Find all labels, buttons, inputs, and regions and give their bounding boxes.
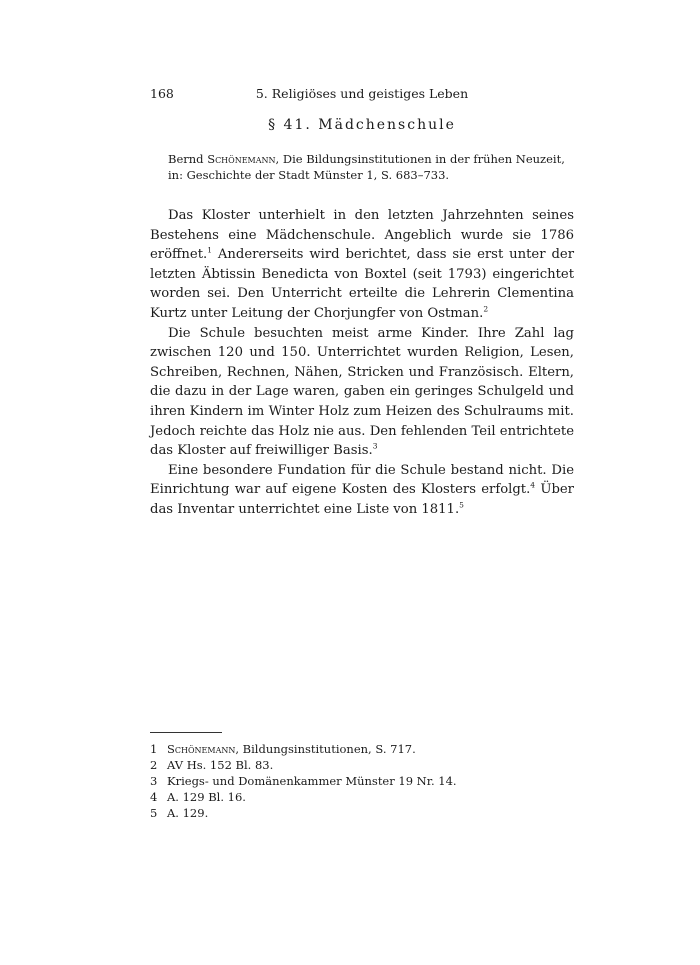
bibliography-author-last: Schönemann <box>207 152 276 166</box>
footnote-5 <box>150 805 574 821</box>
footnote-2 <box>150 757 574 773</box>
footnote-body: , Bildungsinstitutionen, S. 717. <box>235 742 416 756</box>
footnote-author: Schönemann <box>167 742 236 756</box>
footnote-ref-5: 5 <box>459 500 464 510</box>
footnote-text: AV Hs. 152 Bl. 83. <box>167 758 274 772</box>
footnote-4 <box>150 789 574 805</box>
paragraph-3-text-a: Eine besondere Fundation für die Schule bestand nicht. Die Einrichtung war auf eigene Kosten des Klosters erfolgt. <box>150 462 574 498</box>
footnote-ref-2: 2 <box>483 304 489 314</box>
paragraph-1-text-a: Das Kloster unterhielt in den letzten Jahrzehnten seines Bestehens eine Mädchenschule. Angeblich wurde sie 1786 eröffnet. <box>150 208 574 263</box>
footnote-text: A. 129. <box>167 806 209 820</box>
bibliography-entry <box>168 151 576 183</box>
page-header <box>150 86 574 106</box>
paragraph-2-text: Die Schule besuchten meist arme Kinder. Ihre Zahl lag zwischen 120 und 150. Unterrichtet wurden Religion, Lesen, Schreiben, Rechnen, Nähen, Stricken und Französisch. Eltern, die dazu in der Lage waren, gaben ein geringes Schulgeld und ihren Kindern im Winter Holz zum Heizen des Schulraums mit. Jedoch reichte das Holz nie aus. Den fehlenden Teil entrichtete das Kloster auf freiwilliger Basis. <box>150 325 574 459</box>
footnote-1 <box>150 741 574 757</box>
footnote-number: 3 <box>150 774 158 788</box>
footnote-ref-1: 1 <box>207 245 212 255</box>
running-title: 5. Religiöses und geistiges Leben <box>255 86 469 101</box>
footnote-text: A. 129 Bl. 16. <box>167 790 246 804</box>
body-text <box>150 206 574 520</box>
footnote-number: 2 <box>150 758 158 772</box>
paragraph-3-text-b: Über das Inventar unterrichtet eine Liste von 1811. <box>150 482 574 517</box>
paragraph-2 <box>150 324 574 461</box>
footnote-text: Kriegs- und Domänenkammer Münster 19 Nr. 14. <box>167 774 457 788</box>
page-number: 168 <box>150 86 174 101</box>
paragraph-1-text-b: Andererseits wird berichtet, dass sie erst unter der letzten Äbtissin Benedicta von Boxtel (seit 1793) eingerichtet worden sei. Den Unterricht erteilte die Lehrerin Clementina Kurtz unter Leitung der Chorjungfer von Ostman. <box>150 247 574 321</box>
footnotes <box>150 741 574 821</box>
section-title: § 41. Mädchenschule <box>268 117 456 133</box>
footnote-text <box>167 741 416 757</box>
footnote-3 <box>150 773 574 789</box>
bibliography-text: , Die Bildungsinstitutionen in der frühen Neuzeit, in: Geschichte der Stadt Münster 1, S. 683–733. <box>168 152 565 182</box>
footnote-number: 1 <box>150 742 158 756</box>
footnote-number: 5 <box>150 806 158 820</box>
footnote-ref-4: 4 <box>530 480 536 490</box>
footnote-ref-3: 3 <box>372 441 378 451</box>
footnote-divider <box>150 732 222 733</box>
paragraph-3 <box>150 461 574 520</box>
footnote-number: 4 <box>150 790 158 804</box>
paragraph-1 <box>150 206 574 324</box>
bibliography-author-first: Bernd <box>168 152 204 166</box>
